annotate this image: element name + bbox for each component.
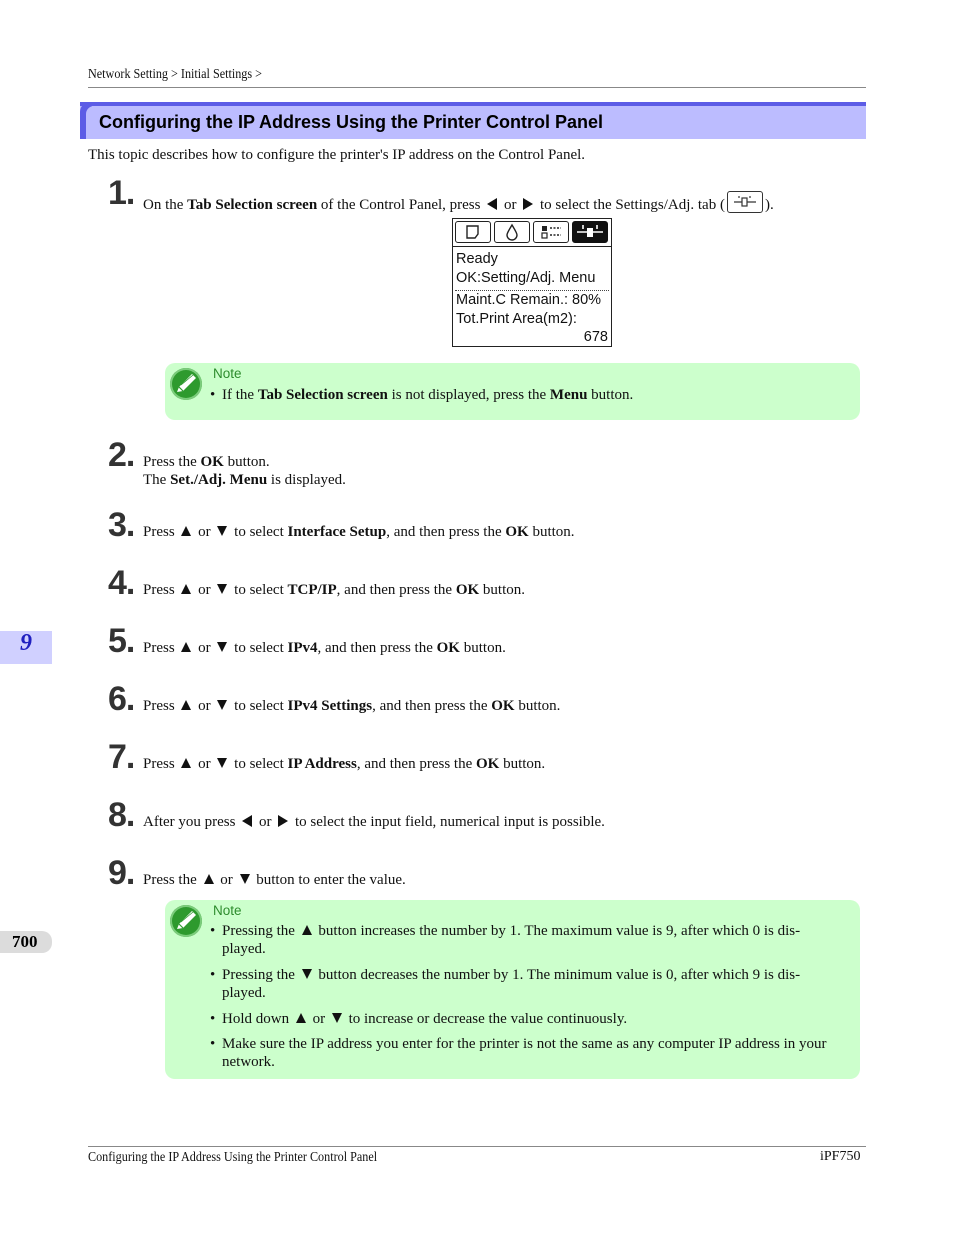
step-number-6: 6. xyxy=(108,680,135,718)
note-item: • Pressing the button decreases the number by 1. The minimum value is 0, after which 9 is dis- played. xyxy=(210,967,801,1001)
panel-maint-remain: Maint.C Remain.: 80% xyxy=(456,292,602,308)
panel-print-area-label: Tot.Print Area(m2): xyxy=(456,311,577,327)
step-text-7: Press or to select IP Address, and then press the OK button. xyxy=(143,756,546,772)
note-box-1 xyxy=(165,363,860,420)
left-arrow-icon xyxy=(242,815,252,827)
step-text-2: Press the OK button. The Set./Adj. Menu is displayed. xyxy=(143,454,346,488)
section-title-accent-top xyxy=(80,102,866,106)
step-text-8: After you press or to select the input field, numerical input is possible. xyxy=(143,814,605,830)
step-number-2: 2. xyxy=(108,436,135,474)
section-title: Configuring the IP Address Using the Printer Control Panel xyxy=(99,112,604,132)
up-arrow-icon xyxy=(181,758,191,768)
panel-status: Ready xyxy=(456,251,498,267)
note-item: • Make sure the IP address you enter for the printer is not the same as any computer IP address in your network. xyxy=(210,1036,827,1070)
panel-ok-hint: OK:Setting/Adj. Menu xyxy=(456,270,596,286)
header-rule xyxy=(88,87,866,88)
settings-tab-icon xyxy=(572,221,608,243)
step-number-1: 1. xyxy=(108,174,135,212)
settings-adj-tab-icon xyxy=(727,191,763,213)
page-number: 700 xyxy=(12,932,38,951)
note-label: Note xyxy=(213,903,242,918)
note-item: • Pressing the button increases the number by 1. The maximum value is 9, after which 0 is dis- played. xyxy=(210,923,801,957)
panel-print-area-value: 678 xyxy=(583,329,608,345)
step-number-4: 4. xyxy=(108,564,135,602)
step-text-5: Press or to select IPv4, and then press the OK button. xyxy=(143,640,506,656)
step-text-3: Press or to select Interface Setup, and then press the OK button. xyxy=(143,524,575,540)
step-text-9: Press the or button to enter the value. xyxy=(143,872,406,888)
note-item: • Hold down or to increase or decrease the value continuously. xyxy=(210,1011,628,1027)
note-label: Note xyxy=(213,366,242,381)
up-arrow-icon xyxy=(181,700,191,710)
left-arrow-icon xyxy=(487,198,497,210)
footer-rule xyxy=(88,1146,866,1147)
up-arrow-icon xyxy=(181,584,191,594)
down-arrow-icon xyxy=(217,584,227,594)
up-arrow-icon xyxy=(181,526,191,536)
intro-text: This topic describes how to configure the printer's IP address on the Control Panel. xyxy=(88,147,586,163)
note-pencil-icon xyxy=(170,368,202,400)
step-number-7: 7. xyxy=(108,738,135,776)
up-arrow-icon xyxy=(204,874,214,884)
panel-tab-bar xyxy=(453,219,611,247)
up-arrow-icon xyxy=(181,642,191,652)
footer-model: iPF750 xyxy=(820,1149,861,1164)
down-arrow-icon xyxy=(217,526,227,536)
down-arrow-icon xyxy=(240,874,250,884)
note-pencil-icon xyxy=(170,905,202,937)
down-arrow-icon xyxy=(217,700,227,710)
down-arrow-icon xyxy=(217,758,227,768)
down-arrow-icon xyxy=(332,1013,342,1023)
right-arrow-icon xyxy=(278,815,288,827)
down-arrow-icon xyxy=(302,969,312,979)
paper-tab-icon xyxy=(455,221,491,243)
step-number-8: 8. xyxy=(108,796,135,834)
up-arrow-icon xyxy=(302,925,312,935)
right-arrow-icon xyxy=(523,198,533,210)
note-item: • If the Tab Selection screen is not displayed, press the Menu button. xyxy=(210,387,634,403)
job-tab-icon xyxy=(533,221,569,243)
step-text-4: Press or to select TCP/IP, and then press the OK button. xyxy=(143,582,525,598)
control-panel-display xyxy=(452,218,612,347)
section-title-accent-inner xyxy=(86,106,94,139)
footer-section-title: Configuring the IP Address Using the Printer Control Panel xyxy=(88,1149,378,1164)
step-number-5: 5. xyxy=(108,622,135,660)
chapter-number[interactable]: 9 xyxy=(20,630,32,656)
step-text-6: Press or to select IPv4 Settings, and then press the OK button. xyxy=(143,698,561,714)
panel-divider xyxy=(455,290,609,291)
breadcrumb[interactable]: Network Setting > Initial Settings > xyxy=(88,66,263,81)
up-arrow-icon xyxy=(296,1013,306,1023)
step-number-3: 3. xyxy=(108,506,135,544)
down-arrow-icon xyxy=(217,642,227,652)
ink-tab-icon xyxy=(494,221,530,243)
step-text-1: On the Tab Selection screen of the Control Panel, press or to select the Settings/Adj. tab ( ). xyxy=(143,191,774,214)
step-number-9: 9. xyxy=(108,854,135,892)
note-box-2 xyxy=(165,900,860,1079)
